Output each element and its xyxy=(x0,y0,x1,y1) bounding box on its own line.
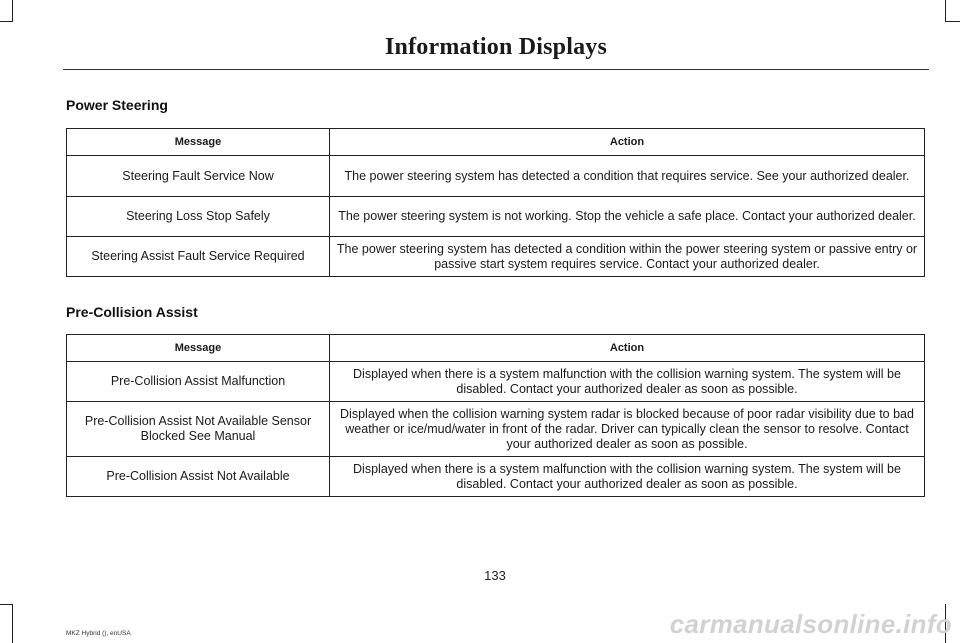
crop-mark-top-left-h xyxy=(0,21,13,22)
action-cell: Displayed when the collision warning system radar is blocked because of poor radar visibility due to bad weather or ice/mud/water in front of the radar. Driver can typically clean the sensor to resolve. Contact your authorized dealer as soon as possible. xyxy=(330,402,925,457)
message-cell: Steering Loss Stop Safely xyxy=(67,197,330,237)
column-header-message: Message xyxy=(67,335,330,362)
table-row xyxy=(67,197,925,237)
crop-mark-bottom-left-h xyxy=(0,604,13,605)
message-cell: Pre-Collision Assist Not Available xyxy=(67,457,330,497)
table-row xyxy=(67,457,925,497)
table-row xyxy=(67,237,925,277)
watermark-link[interactable]: carmanualsonline.info xyxy=(669,609,952,639)
section-heading-power-steering: Power Steering xyxy=(66,97,168,113)
footer-doc-id: MKZ Hybrid (), enUSA xyxy=(66,630,131,637)
column-header-message: Message xyxy=(67,129,330,156)
message-cell: Pre-Collision Assist Malfunction xyxy=(67,362,330,402)
table-row xyxy=(67,402,925,457)
message-cell: Steering Assist Fault Service Required xyxy=(67,237,330,277)
page-number: 133 xyxy=(484,568,506,583)
action-cell: Displayed when there is a system malfunction with the collision warning system. The system will be disabled. Contact your authorized dealer as soon as possible. xyxy=(330,362,925,402)
action-cell: The power steering system has detected a condition within the power steering system or passive entry or passive start system requires service. Contact your authorized dealer. xyxy=(330,237,925,277)
crop-mark-top-right-v xyxy=(945,0,946,22)
table-header-row xyxy=(67,335,925,362)
crop-mark-bottom-left-v xyxy=(12,604,13,643)
column-header-action: Action xyxy=(330,335,925,362)
section-heading-pre-collision-assist: Pre-Collision Assist xyxy=(66,304,198,320)
power-steering-table xyxy=(66,128,925,277)
table-header-row xyxy=(67,129,925,156)
crop-mark-top-left-v xyxy=(12,0,13,22)
column-header-action: Action xyxy=(330,129,925,156)
page-title: Information Displays xyxy=(384,34,608,60)
table-row xyxy=(67,156,925,197)
title-rule xyxy=(63,69,929,70)
pre-collision-assist-table xyxy=(66,334,925,497)
action-cell: The power steering system has detected a condition that requires service. See your authorized dealer. xyxy=(330,156,925,197)
message-cell: Pre-Collision Assist Not Available Sensor Blocked See Manual xyxy=(67,402,330,457)
action-cell: Displayed when there is a system malfunction with the collision warning system. The system will be disabled. Contact your authorized dealer as soon as possible. xyxy=(330,457,925,497)
table-row xyxy=(67,362,925,402)
action-cell: The power steering system is not working. Stop the vehicle a safe place. Contact your authorized dealer. xyxy=(330,197,925,237)
crop-mark-top-right-h xyxy=(945,21,960,22)
message-cell: Steering Fault Service Now xyxy=(67,156,330,197)
